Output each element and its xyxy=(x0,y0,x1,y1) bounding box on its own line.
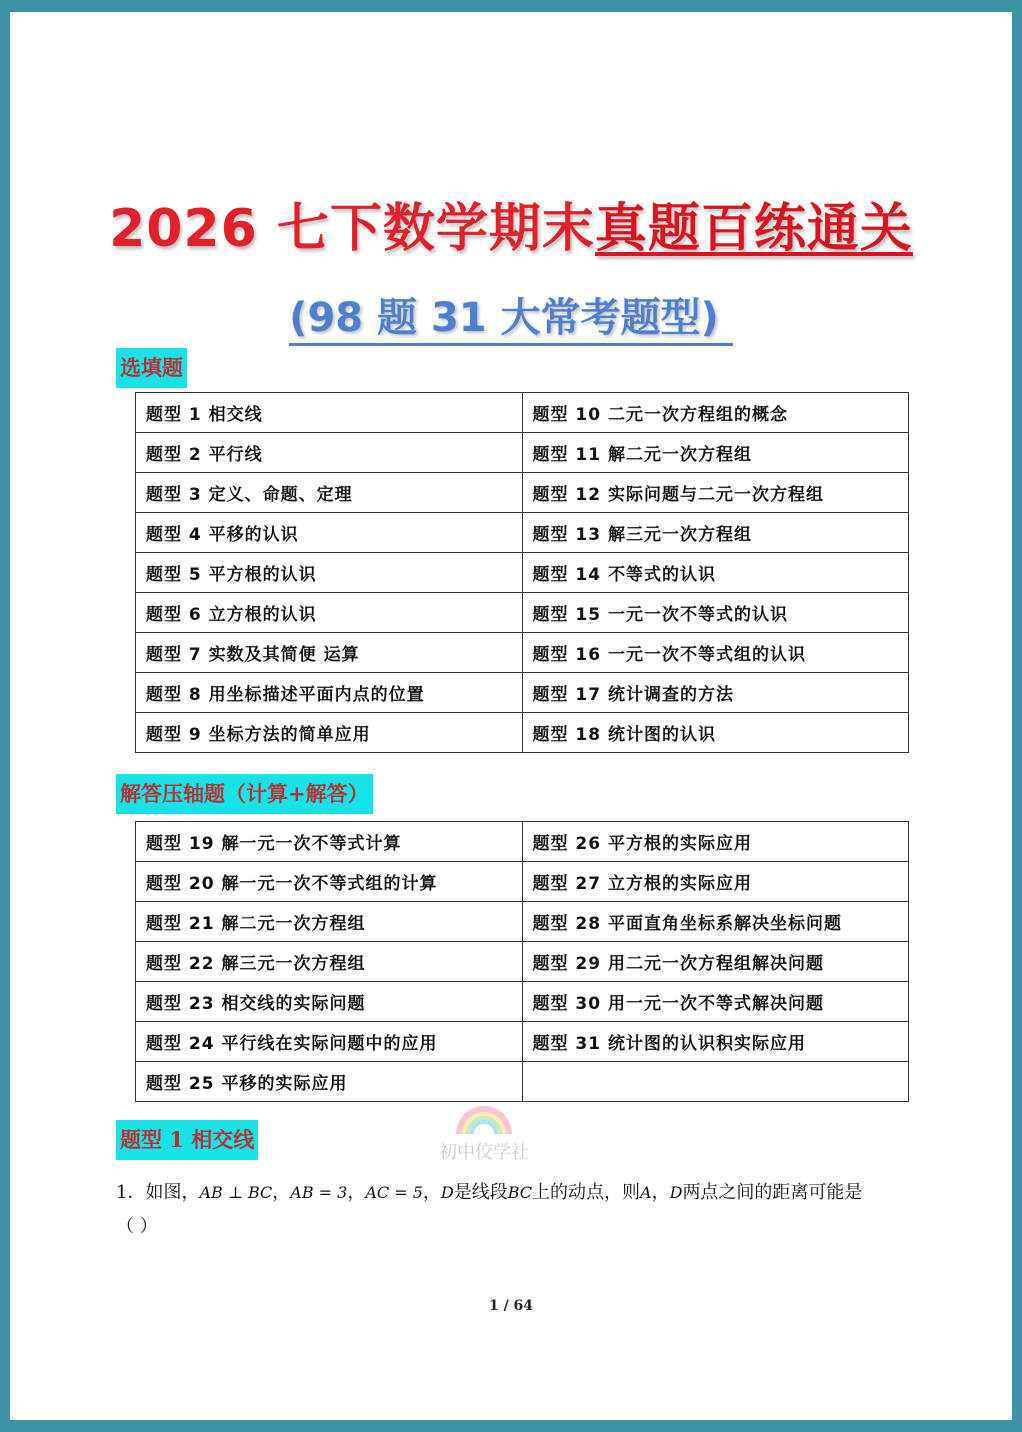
question-math: AB ⊥ BC xyxy=(199,1183,273,1202)
topic-cell: 题型 27 立方根的实际应用 xyxy=(522,862,909,902)
answer-parentheses: （ ） xyxy=(116,1216,158,1237)
topic-cell: 题型 24 平行线在实际问题中的应用 xyxy=(136,1022,523,1062)
table-row xyxy=(136,513,909,553)
question-text: ， xyxy=(422,1182,441,1203)
question-text: 如图， xyxy=(145,1182,200,1203)
page-number: 1 / 64 xyxy=(488,1298,534,1314)
table-row xyxy=(136,433,909,473)
question-text: 两点之间的距离可能是 xyxy=(682,1182,863,1203)
question-math: BC xyxy=(507,1183,533,1202)
question-math: AC = 5 xyxy=(365,1183,423,1202)
topic-cell: 题型 28 平面直角坐标系解决坐标问题 xyxy=(522,902,909,942)
question-math: A xyxy=(640,1183,652,1202)
topic-cell: 题型 30 用一元一次不等式解决问题 xyxy=(522,982,909,1022)
question-number: 1． xyxy=(116,1182,146,1203)
table-row xyxy=(136,593,909,633)
table-row xyxy=(136,902,909,942)
topic-cell: 题型 29 用二元一次方程组解决问题 xyxy=(522,942,909,982)
topic-cell: 题型 10 二元一次方程组的概念 xyxy=(522,393,909,433)
topics-table-choice xyxy=(135,392,909,753)
page-title xyxy=(24,186,998,261)
topic-cell: 题型 26 平方根的实际应用 xyxy=(522,822,909,862)
topic-cell: 题型 12 实际问题与二元一次方程组 xyxy=(522,473,909,513)
topic-cell: 题型 17 统计调查的方法 xyxy=(522,673,909,713)
table-row xyxy=(136,553,909,593)
watermark xyxy=(424,1106,544,1164)
document-page xyxy=(24,26,998,1406)
topic-cell: 题型 2 平行线 xyxy=(136,433,523,473)
topic-cell: 题型 11 解二元一次方程组 xyxy=(522,433,909,473)
question-math: D xyxy=(669,1183,683,1202)
question-text: 是线段 xyxy=(453,1182,508,1203)
table-row xyxy=(136,942,909,982)
topic-cell: 题型 19 解一元一次不等式计算 xyxy=(136,822,523,862)
topic-cell: 题型 18 统计图的认识 xyxy=(522,713,909,753)
topic-cell: 题型 5 平方根的认识 xyxy=(136,553,523,593)
topic-cell: 题型 13 解三元一次方程组 xyxy=(522,513,909,553)
question-1 xyxy=(116,1176,946,1244)
table-row xyxy=(136,713,909,753)
subtitle-text: (98 题 31 大常考题型) xyxy=(289,295,733,346)
section-choice-fill: 选填题 xyxy=(116,348,187,388)
question-math: D xyxy=(440,1183,454,1202)
topic-cell: 题型 16 一元一次不等式组的认识 xyxy=(522,633,909,673)
topic-cell: 题型 6 立方根的认识 xyxy=(136,593,523,633)
table-row xyxy=(136,982,909,1022)
page-frame xyxy=(10,12,1012,1420)
table-row xyxy=(136,393,909,433)
table-row xyxy=(136,473,909,513)
rainbow-logo-icon xyxy=(456,1106,512,1134)
title-subject: 七下数学期末 xyxy=(276,199,595,259)
topic-cell: 题型 25 平移的实际应用 xyxy=(136,1062,523,1102)
question-text: ， xyxy=(272,1182,291,1203)
table-row xyxy=(136,1022,909,1062)
topic-cell: 题型 9 坐标方法的简单应用 xyxy=(136,713,523,753)
page-subtitle xyxy=(24,286,998,343)
topic-cell: 题型 22 解三元一次方程组 xyxy=(136,942,523,982)
table-row xyxy=(136,673,909,713)
topic-cell: 题型 14 不等式的认识 xyxy=(522,553,909,593)
section-answer: 解答压轴题（计算+解答） xyxy=(116,774,373,814)
topic-cell: 题型 20 解一元一次不等式组的计算 xyxy=(136,862,523,902)
section-topic-1: 题型 1 相交线 xyxy=(116,1120,258,1160)
title-year: 2026 xyxy=(109,199,277,259)
topic-cell: 题型 4 平移的认识 xyxy=(136,513,523,553)
topic-cell: 题型 8 用坐标描述平面内点的位置 xyxy=(136,673,523,713)
topic-cell: 题型 1 相交线 xyxy=(136,393,523,433)
title-highlight: 真题百练通关 xyxy=(594,199,913,259)
topics-table-answer xyxy=(135,821,909,1102)
topic-cell: 题型 7 实数及其简便 运算 xyxy=(136,633,523,673)
topic-cell: 题型 3 定义、命题、定理 xyxy=(136,473,523,513)
question-math: AB = 3 xyxy=(290,1183,348,1202)
topic-cell: 题型 23 相交线的实际问题 xyxy=(136,982,523,1022)
question-text: ， xyxy=(347,1182,366,1203)
table-row xyxy=(136,1062,909,1102)
table-row xyxy=(136,862,909,902)
table-row xyxy=(136,822,909,862)
question-text: 上的动点，则 xyxy=(532,1182,641,1203)
watermark-text: 初中佼学社 xyxy=(439,1142,529,1163)
question-text: ， xyxy=(651,1182,670,1203)
topic-cell: 题型 31 统计图的认识积实际应用 xyxy=(522,1022,909,1062)
topic-cell: 题型 15 一元一次不等式的认识 xyxy=(522,593,909,633)
topic-cell xyxy=(522,1062,909,1102)
topic-cell: 题型 21 解二元一次方程组 xyxy=(136,902,523,942)
table-row xyxy=(136,633,909,673)
